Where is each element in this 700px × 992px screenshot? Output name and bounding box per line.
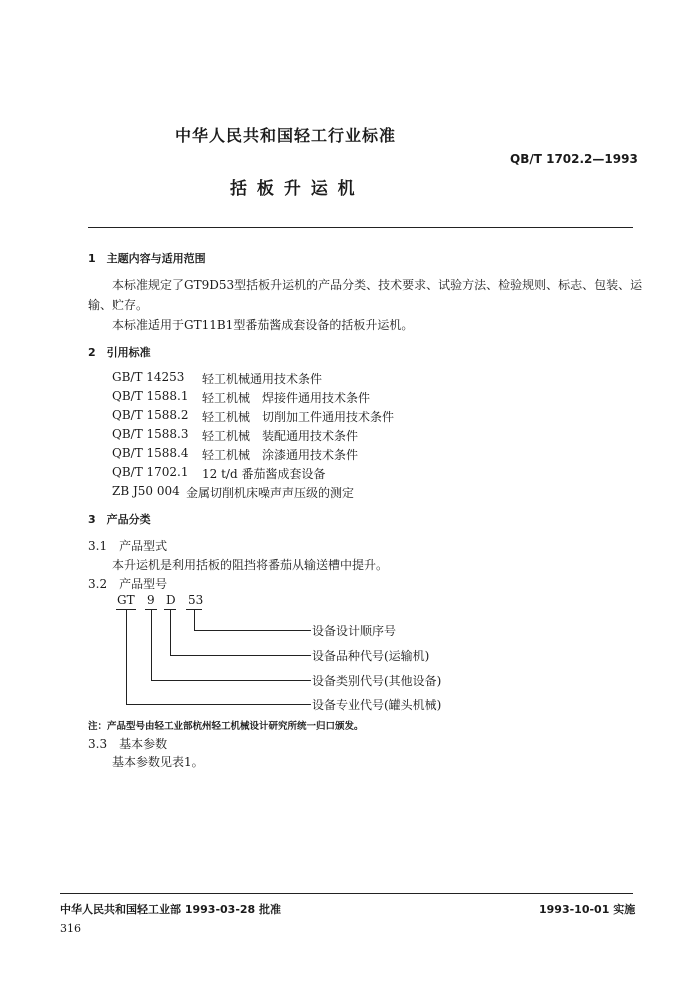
section-1-paragraph-1-line-1: 本标准规定了GT9D53型括板升运机的产品分类、技术要求、试验方法、检验规则、标志、包装、运 [112, 278, 643, 292]
effective-date: 1993-10-01 实施 [539, 903, 636, 916]
document-title: 括 板 升 运 机 [230, 179, 357, 199]
reference-title: 轻工机械 焊接件通用技术条件 [202, 391, 371, 405]
page-number: 316 [60, 922, 81, 935]
model-part-9: 9 [147, 593, 155, 607]
section-3-3-heading: 3.3 基本参数 [88, 737, 168, 751]
leader-line [126, 704, 311, 705]
org-title: 中华人民共和国轻工行业标准 [175, 126, 397, 145]
reference-code: QB/T 1588.3 [112, 427, 189, 441]
model-label-category-code: 设备类别代号(其他设备) [312, 674, 442, 688]
section-3-2-heading: 3.2 产品型号 [88, 577, 168, 591]
leader-line [170, 655, 311, 656]
model-part-53: 53 [188, 593, 204, 607]
leader-line [170, 609, 171, 655]
reference-code: QB/T 1588.2 [112, 408, 189, 422]
footer-rule [60, 893, 633, 894]
reference-code: GB/T 14253 [112, 370, 185, 384]
reference-title: 轻工机械 装配通用技术条件 [202, 429, 359, 443]
section-1-heading: 1 主题内容与适用范围 [88, 252, 206, 265]
model-label-variety-code: 设备品种代号(运输机) [312, 649, 430, 663]
reference-code: QB/T 1702.1 [112, 465, 189, 479]
reference-title: 12 t/d 番茄酱成套设备 [202, 467, 326, 481]
section-3-1-heading: 3.1 产品型式 [88, 539, 168, 553]
model-label-specialty-code: 设备专业代号(罐头机械) [312, 698, 442, 712]
reference-code: QB/T 1588.4 [112, 446, 189, 460]
leader-line [151, 609, 152, 680]
section-3-1-text: 本升运机是利用括板的阻挡将番茄从输送槽中提升。 [112, 558, 389, 572]
model-label-design-sequence: 设备设计顺序号 [312, 624, 397, 638]
model-part-d: D [166, 593, 176, 607]
section-1-paragraph-2: 本标准适用于GT11B1型番茄酱成套设备的括板升运机。 [112, 318, 414, 332]
approval-line: 中华人民共和国轻工业部 1993-03-28 批准 [60, 903, 282, 916]
leader-line [194, 609, 195, 630]
reference-title: 金属切削机床噪声声压级的测定 [186, 486, 355, 500]
header-rule [88, 227, 633, 228]
section-2-heading: 2 引用标准 [88, 346, 151, 359]
leader-line [126, 609, 127, 704]
section-3-heading: 3 产品分类 [88, 513, 151, 526]
reference-code: ZB J50 004 [112, 484, 180, 498]
reference-title: 轻工机械 涂漆通用技术条件 [202, 448, 359, 462]
reference-title: 轻工机械通用技术条件 [202, 372, 323, 386]
leader-line [194, 630, 311, 631]
reference-code: QB/T 1588.1 [112, 389, 189, 403]
section-1-paragraph-1-line-2: 输、贮存。 [88, 298, 149, 312]
leader-line [151, 680, 311, 681]
model-part-gt: GT [117, 593, 135, 607]
model-note: 注：产品型号由轻工业部杭州轻工机械设计研究所统一归口颁发。 [88, 721, 364, 732]
section-3-3-text: 基本参数见表1。 [112, 755, 204, 769]
standard-code: QB/T 1702.2—1993 [510, 152, 638, 166]
reference-title: 轻工机械 切削加工件通用技术条件 [202, 410, 395, 424]
